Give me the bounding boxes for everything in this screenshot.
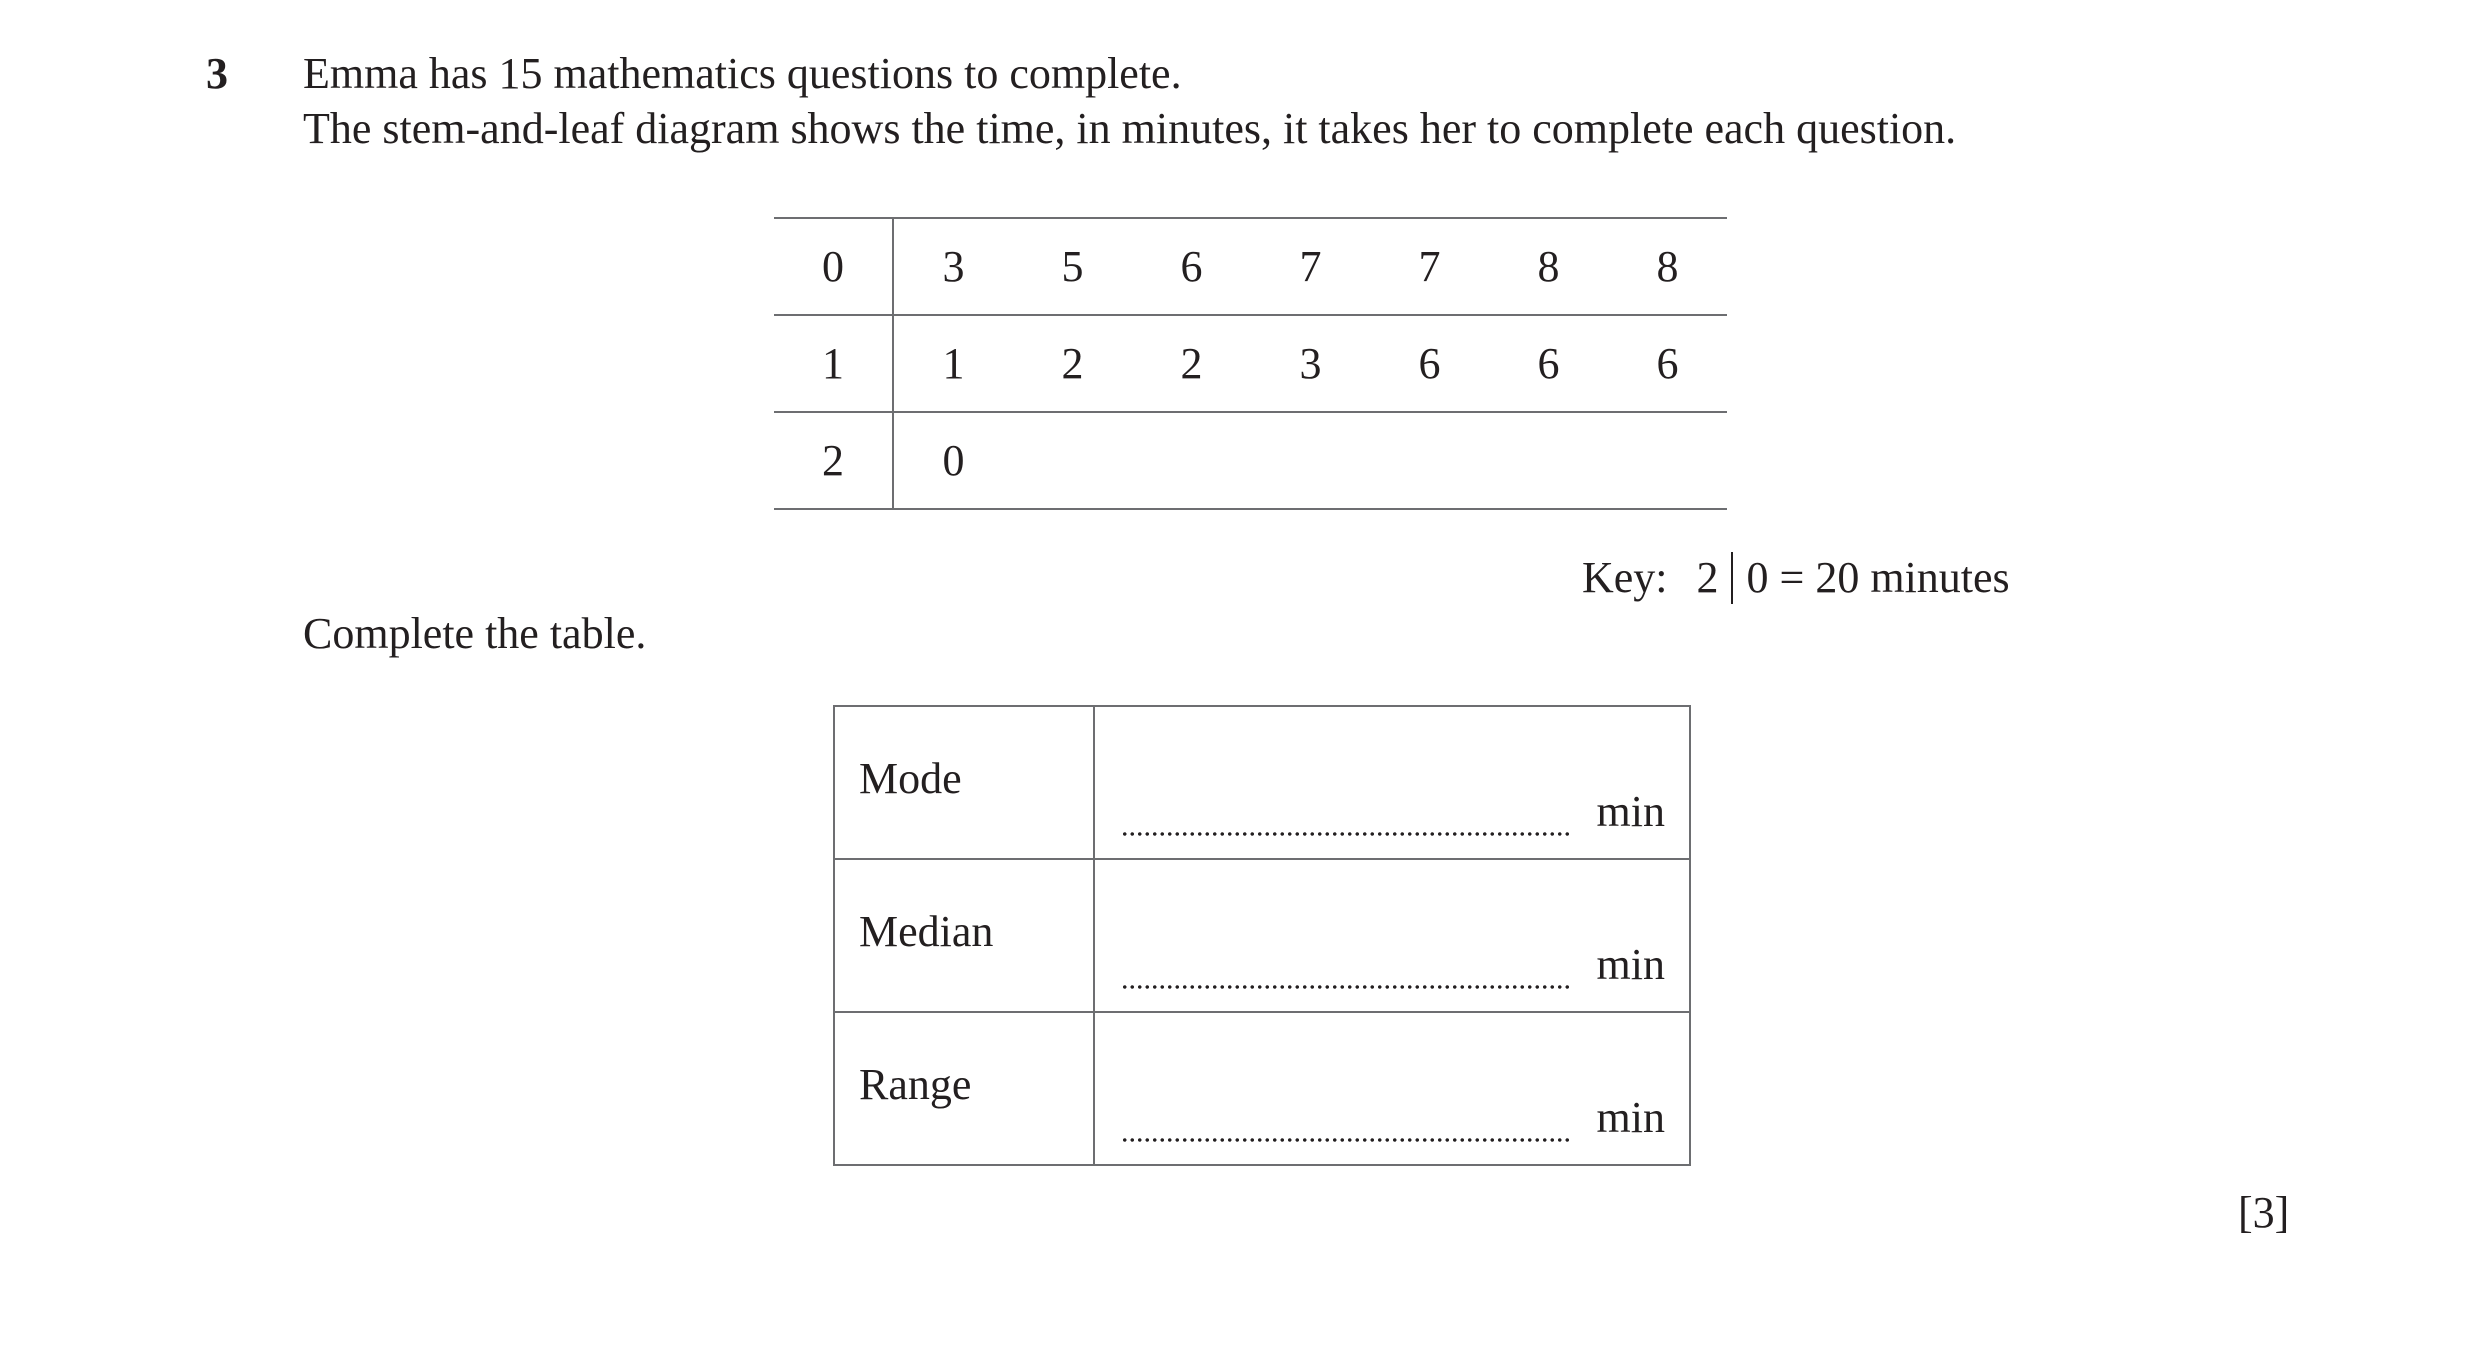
question-intro-line-1: Emma has 15 mathematics questions to complete. [303, 49, 1182, 98]
leaf-cell: 7 [1370, 218, 1489, 315]
stem-cell: 0 [774, 218, 893, 315]
leaf-cell: 6 [1370, 315, 1489, 412]
range-answer-field[interactable] [1094, 1012, 1690, 1165]
stem-leaf-row [774, 412, 1727, 509]
stem-cell: 2 [774, 412, 893, 509]
leaf-cell: 2 [1132, 315, 1251, 412]
leaf-cell [1013, 412, 1132, 509]
leaf-cell: 8 [1608, 218, 1727, 315]
leaf-cell: 3 [1251, 315, 1370, 412]
leaf-cell: 6 [1608, 315, 1727, 412]
answer-label: Mode [834, 706, 1094, 859]
leaf-cell [1251, 412, 1370, 509]
question-intro-line-2: The stem-and-leaf diagram shows the time, in minutes, it takes her to complete each question. [303, 104, 1957, 153]
key-leaf: 0 [1746, 553, 1769, 602]
question-number: 3 [206, 49, 228, 98]
marks-indicator: [3] [2238, 1188, 2290, 1237]
median-answer-field[interactable] [1094, 859, 1690, 1012]
key-divider [1731, 552, 1733, 604]
stem-leaf-key [1582, 552, 2010, 604]
stem-leaf-row [774, 315, 1727, 412]
answer-unit: min [1596, 940, 1665, 989]
answer-row-median [834, 859, 1690, 1012]
stem-leaf-row [774, 218, 1727, 315]
leaf-cell: 2 [1013, 315, 1132, 412]
mode-answer-field[interactable] [1094, 706, 1690, 859]
answer-table [833, 705, 1691, 1166]
leaf-cell: 3 [893, 218, 1013, 315]
answer-unit: min [1596, 787, 1665, 836]
leaf-cell: 8 [1489, 218, 1608, 315]
leaf-cell [1132, 412, 1251, 509]
answer-dotted-line [1121, 832, 1573, 836]
leaf-cell: 0 [893, 412, 1013, 509]
stem-and-leaf-diagram [774, 217, 1727, 510]
answer-unit: min [1596, 1093, 1665, 1142]
key-meaning: = 20 minutes [1779, 553, 2010, 602]
key-label: Key: [1582, 553, 1668, 602]
instruction-text: Complete the table. [303, 609, 647, 658]
answer-dotted-line [1121, 985, 1573, 989]
leaf-cell: 5 [1013, 218, 1132, 315]
key-stem: 2 [1696, 553, 1719, 602]
answer-row-mode [834, 706, 1690, 859]
answer-label: Median [834, 859, 1094, 1012]
leaf-cell: 6 [1489, 315, 1608, 412]
leaf-cell: 6 [1132, 218, 1251, 315]
leaf-cell [1608, 412, 1727, 509]
leaf-cell: 7 [1251, 218, 1370, 315]
leaf-cell [1370, 412, 1489, 509]
leaf-cell [1489, 412, 1608, 509]
leaf-cell: 1 [893, 315, 1013, 412]
answer-dotted-line [1121, 1138, 1573, 1142]
stem-cell: 1 [774, 315, 893, 412]
answer-row-range [834, 1012, 1690, 1165]
answer-label: Range [834, 1012, 1094, 1165]
